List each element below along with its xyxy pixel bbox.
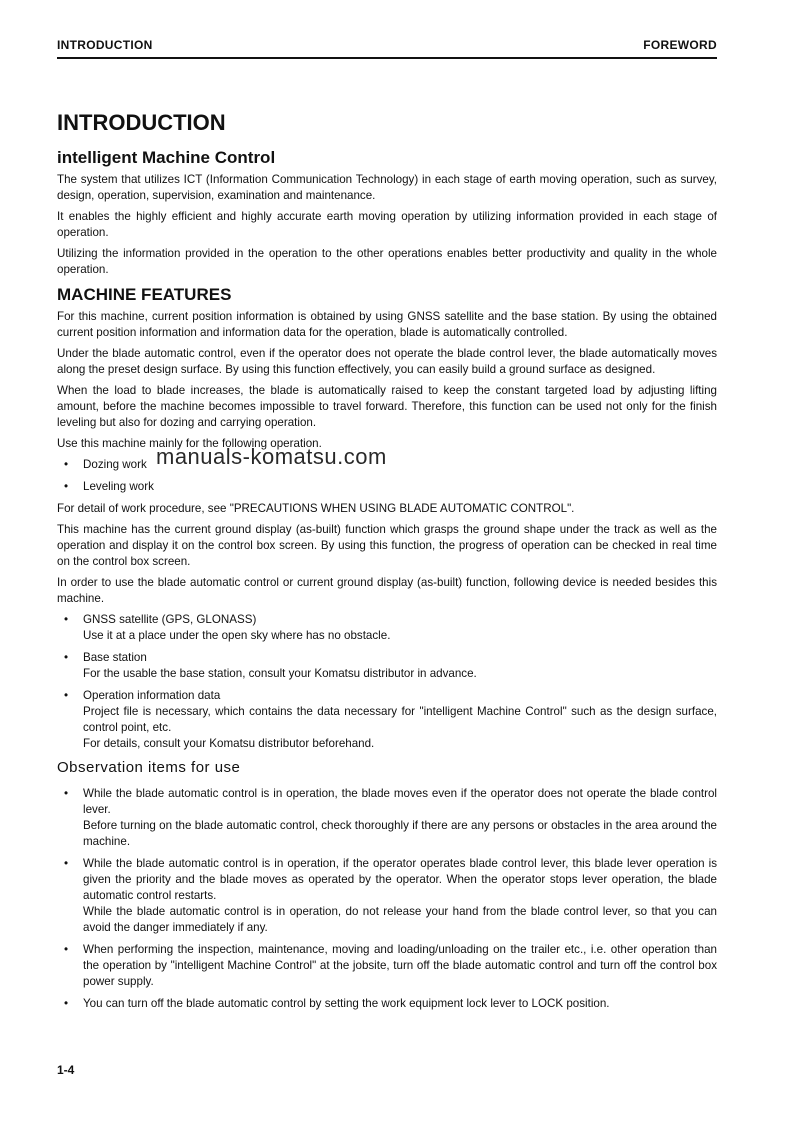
page-content [57,109,717,1018]
bullet-icon: • [64,943,69,956]
features-paragraph-1: For this machine, current position information is obtained by using GNSS satellite and the base station. By using the obtained current position information and information data for the operation, blade is automatically controlled. [57,310,717,339]
bullet-icon: • [64,689,69,702]
bullet-icon: • [64,613,69,626]
list-item: • Leveling work [64,480,154,493]
features-paragraph-3: When the load to blade increases, the blade is automatically raised to keep the constant targeted load by adjusting lifting amount, before the machine becomes impossible to travel forward. Therefore, this function can be used not only for the finish leveling but also for dozing and carrying operation. [57,384,717,429]
list-item: • When performing the inspection, maintenance, moving and loading/unloading on the trailer etc., i.e. other operation than the operation by "intelligent Machine Control" at the jobsite, turn off the blade automatic control and turn off the control box power supply. [64,943,717,988]
imc-paragraph-1: The system that utilizes ICT (Information Communication Technology) in each stage of earth moving operation, such as survey, design, operation, supervision, examination and maintenance. [57,173,717,202]
bullet-icon: • [64,857,69,870]
features-paragraph-5: For detail of work procedure, see "PRECAUTIONS WHEN USING BLADE AUTOMATIC CONTROL". [57,502,575,515]
bullet-icon: • [64,997,69,1010]
watermark: manuals-komatsu.com [156,444,387,469]
bullet-icon: • [64,458,69,471]
list-item: • You can turn off the blade automatic control by setting the work equipment lock lever to LOCK position. [64,997,610,1010]
imc-paragraph-2: It enables the highly efficient and highly accurate earth moving operation by utilizing information provided in each stage of operation. [57,210,717,239]
list-item: • GNSS satellite (GPS, GLONASS) Use it at a place under the open sky where has no obstacle. [64,613,391,642]
list-item: • While the blade automatic control is in operation, the blade moves even if the operator does not operate the blade control lever. Before turning on the blade automatic control, check thoroughly if there are any persons or obstacles in the area around the machine. [64,787,717,848]
bullet-icon: • [64,480,69,493]
features-heading: MACHINE FEATURES [57,285,232,304]
observation-heading: Observation items for use [57,759,241,776]
header-chapter-title: FOREWORD [643,38,717,52]
page-number: 1-4 [57,1063,75,1077]
imc-paragraph-3: Utilizing the information provided in the operation to the other operations enables better productivity and quality in the whole operation. [57,247,717,276]
devices-list [57,612,717,752]
features-paragraph-4: Use this machine mainly for the following operation. [57,437,322,450]
list-item: • Operation information data Project file is necessary, which contains the data necessary for "intelligent Machine Control" such as the design surface, control point, etc. For details, consult your Komatsu distributor beforehand. [64,689,717,750]
bullet-icon: • [64,651,69,664]
features-paragraph-6: This machine has the current ground display (as-built) function which grasps the ground shape under the track as well as the operation and display it on the control box screen. By using this function, the progress of operation can be checked in real time on the control box screen. [57,523,717,568]
observation-list [57,786,717,1012]
features-paragraph-2: Under the blade automatic control, even if the operator does not operate the blade control lever, the blade automatically moves along the preset design surface. By using this function effectively, you can easily build a ground surface as designed. [57,347,717,376]
page-header [57,37,717,59]
bullet-icon: • [64,787,69,800]
list-item: • Base station For the usable the base station, consult your Komatsu distributor in advance. [64,651,477,680]
list-item: • While the blade automatic control is in operation, if the operator operates blade control lever, this blade lever operation is given the priority and the blade moves as operated by the operator. When the operator stops lever operation, the blade automatic control restarts. While the blade automatic control is in operation, do not release your hand from the blade control lever, so that you can avoid the danger immediately if any. [64,857,717,934]
imc-heading: intelligent Machine Control [57,148,276,167]
features-paragraph-7: In order to use the blade automatic control or current ground display (as-built) function, following device is needed besides this machine. [57,576,717,605]
header-section-title: INTRODUCTION [57,38,153,52]
list-item: • Dozing work [64,458,147,471]
page-title: INTRODUCTION [57,110,226,135]
